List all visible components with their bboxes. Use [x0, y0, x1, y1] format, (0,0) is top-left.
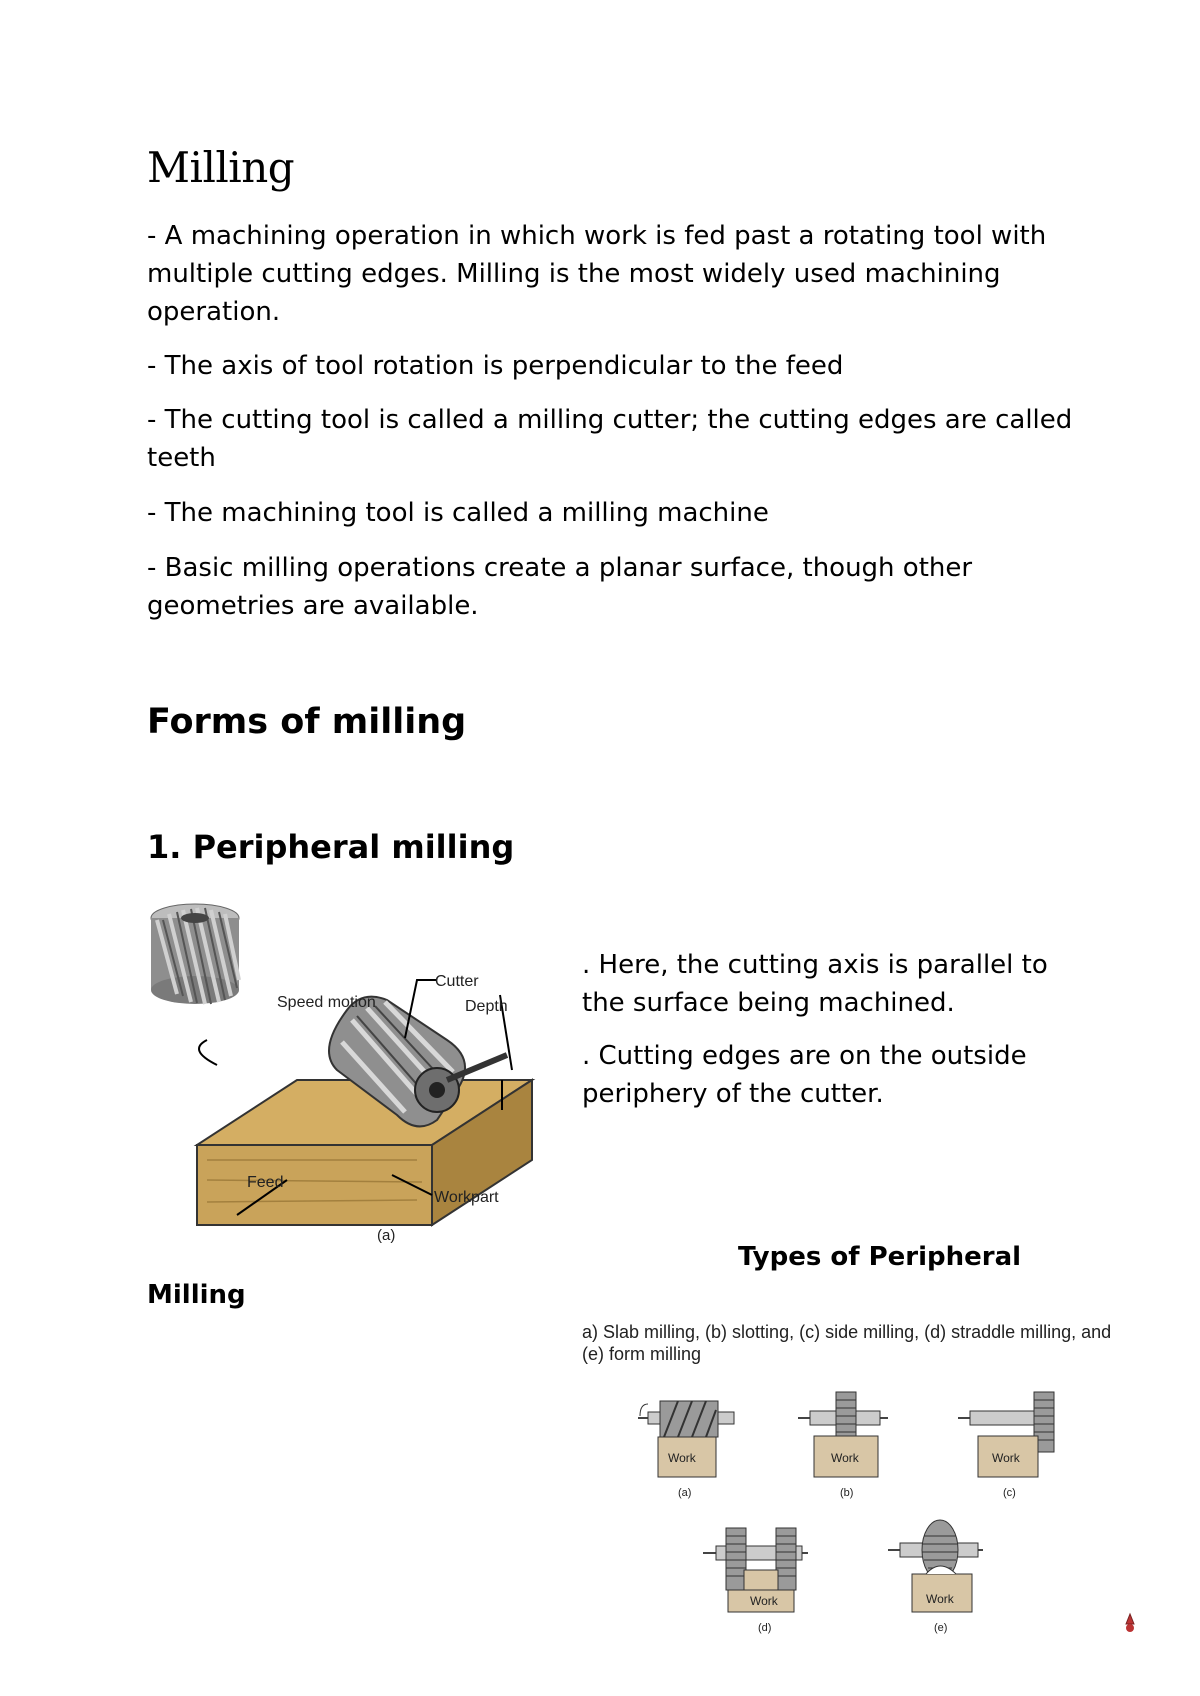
sub-label-b: (b) [840, 1487, 854, 1499]
side-milling-diagram [958, 1392, 1054, 1499]
work-label-c: Work [992, 1451, 1020, 1465]
helical-cutter-image [151, 904, 239, 1004]
slab-milling-diagram [638, 1401, 734, 1499]
label-workpart: Workpart [434, 1189, 499, 1206]
slotting-diagram [798, 1392, 888, 1499]
sub-label-e: (e) [934, 1622, 948, 1634]
subsection-heading: 1. Peripheral milling [147, 828, 515, 866]
label-figure-a: (a) [377, 1227, 396, 1244]
sub-label-a: (a) [678, 1487, 692, 1499]
machine-paragraph: - The machining tool is called a milling machine [147, 498, 769, 528]
types-heading-line1: Types of Peripheral [738, 1242, 1022, 1272]
types-of-peripheral-milling-figure [578, 1318, 1138, 1643]
section-heading: Forms of milling [147, 702, 467, 742]
publisher-logo-icon [1126, 1614, 1134, 1632]
side-paragraph-periphery: . Cutting edges are on the outside periphery of the cutter. [582, 1041, 1027, 1109]
sub-label-c: (c) [1003, 1487, 1016, 1499]
cutter-paragraph: - The cutting tool is called a milling cutter; the cutting edges are called teeth [147, 405, 1073, 473]
label-depth: Depth [465, 998, 508, 1015]
peripheral-milling-figure [147, 890, 567, 1255]
work-label-d: Work [750, 1594, 778, 1608]
form-milling-diagram [888, 1520, 983, 1634]
work-label-a: Work [668, 1451, 696, 1465]
label-feed: Feed [247, 1174, 284, 1191]
intro-paragraph: - A machining operation in which work is fed past a rotating tool with multiple cutting edges. Milling is the most widely used machining operation. [147, 221, 1047, 327]
axis-paragraph: - The axis of tool rotation is perpendicular to the feed [147, 351, 844, 381]
page-title: Milling [147, 143, 295, 192]
label-cutter: Cutter [435, 973, 479, 990]
types-caption-line2: (e) form milling [582, 1344, 702, 1364]
types-caption-line1: a) Slab milling, (b) slotting, (c) side milling, (d) straddle milling, and [582, 1322, 1112, 1342]
types-heading-line2: Milling [147, 1280, 246, 1310]
work-label-b: Work [831, 1451, 859, 1465]
label-speed-motion: Speed motion [277, 994, 376, 1011]
work-label-e: Work [926, 1592, 954, 1606]
planar-paragraph: - Basic milling operations create a planar surface, though other geometries are available. [147, 553, 973, 621]
sub-label-d: (d) [758, 1622, 772, 1634]
straddle-milling-diagram [703, 1528, 808, 1634]
side-paragraph-parallel: . Here, the cutting axis is parallel to the surface being machined. [582, 950, 1048, 1018]
